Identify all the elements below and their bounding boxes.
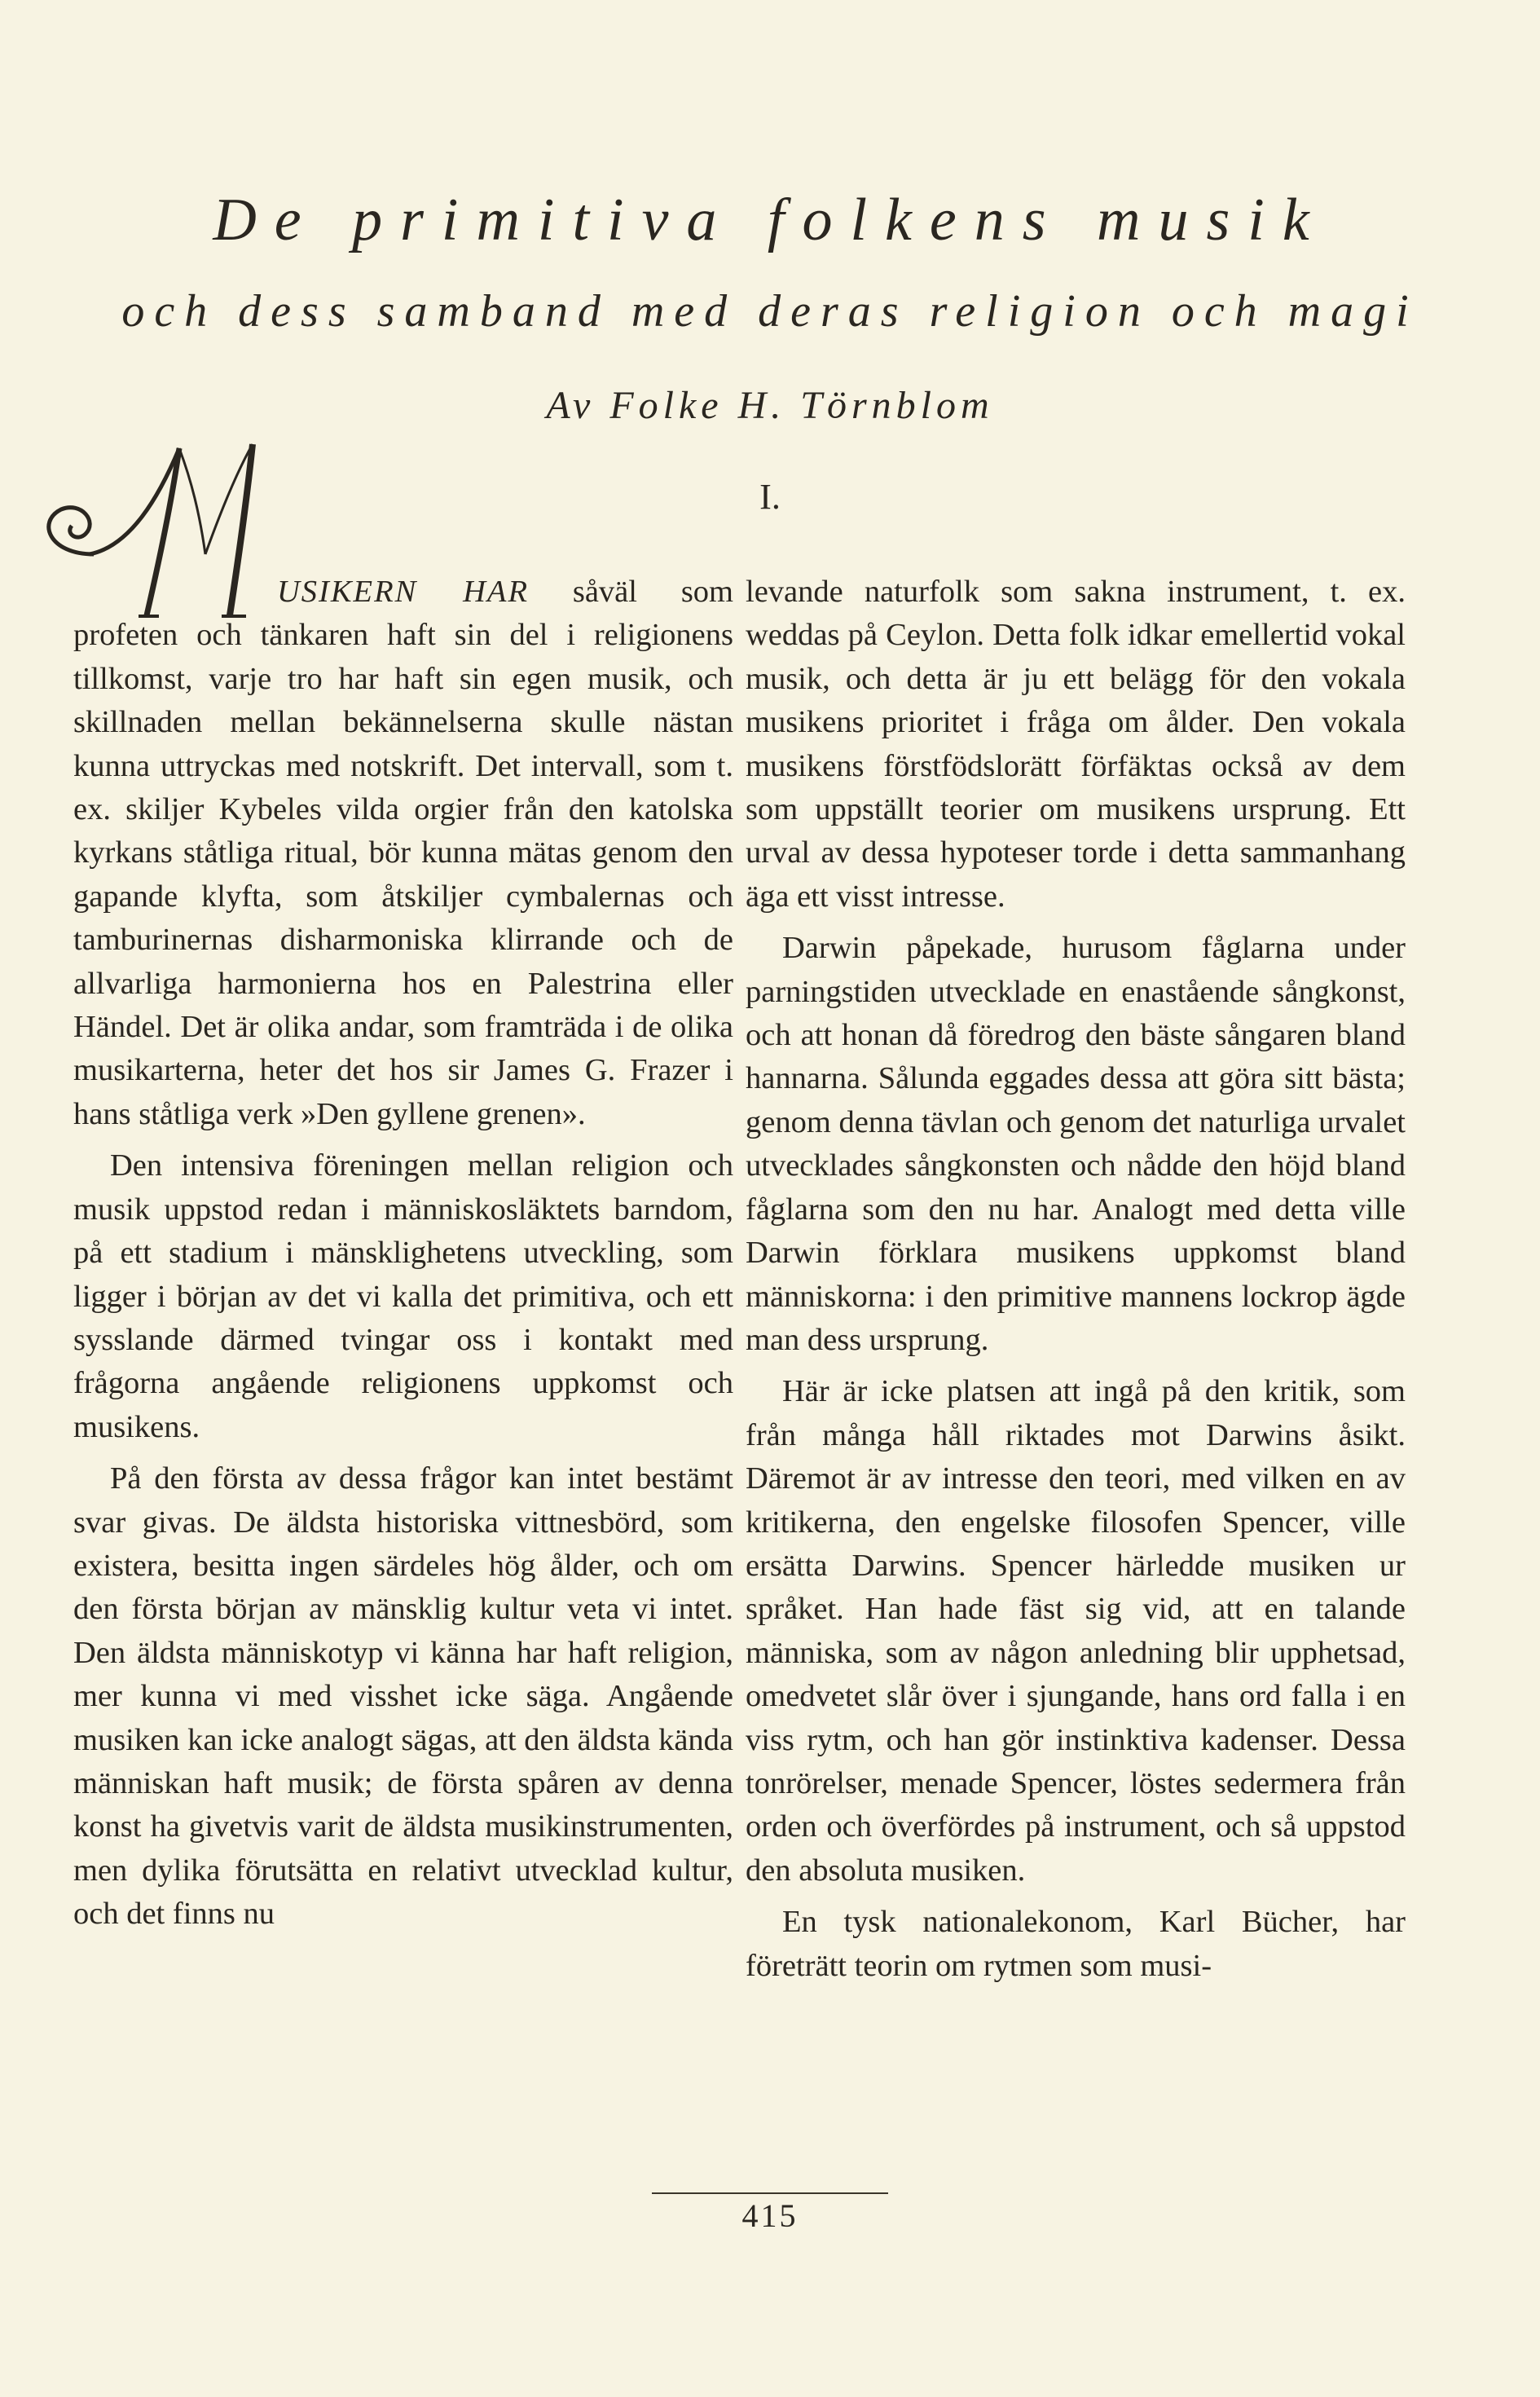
left-paragraph-2: Den intensiva föreningen mellan religion och musik uppstod redan i människosläktets barndom, på ett stadium i mänsklighetens utveckling, som ligger i början av det vi kalla det primitiva, och ett sysslande därmed tvingar oss i kontakt med frågorna angående religionens uppkomst och musikens. [73, 1148, 733, 1444]
section-number: I. [759, 477, 781, 517]
footer-rule [652, 2192, 888, 2194]
dropcap-stroke-3 [179, 448, 205, 554]
right-paragraph-2: Darwin påpekade, hurusom fåglarna under parningstiden utvecklade en enastående sångkonst, och att honan då föredrog den bäste sångaren bland hannarna. Sålunda eggades dessa att göra sitt bästa; genom denna tävlan och genom det naturliga urvalet utvecklades sångkonsten och nådde den höjd bland fåglarna som den nu har. Analogt med detta ville Darwin förklara musikens uppkomst bland människorna: i den primitive mannens lockrop ägde man dess ursprung. [746, 931, 1406, 1357]
dropcap-swirl [49, 508, 94, 554]
article-author: Av Folke H. Törnblom [546, 384, 994, 427]
right-column [746, 571, 1406, 1996]
page-number: 415 [741, 2197, 799, 2234]
dropcap-letter: M [16, 432, 17, 433]
right-paragraph-1: levande naturfolk som sakna instrument, t. ex. weddas på Ceylon. Detta folk idkar emellertid vokal musik, och detta är ju ett belägg för den vokala musikens prioritet i fråga om ålder. Den vokala musikens förstfödslorätt förfäktas också av dem som uppställt teorier om musikens ursprung. Ett urval av dessa hypoteser torde i detta sammanhang äga ett visst intresse. [746, 575, 1406, 914]
left-column [73, 571, 733, 1945]
right-paragraph-4: En tysk nationalekonom, Karl Bücher, har företrätt teorin om rytmen som musi- [746, 1905, 1406, 1983]
left-paragraph-1 [73, 571, 733, 1136]
left-paragraph-1-text: såväl som profeten och tänkaren haft sin del i religionens tillkomst, varje tro har haft sin egen musik, och skillnaden mellan bekännelserna skulle nästan kunna uttryckas med notskrift. Det intervall, som t. ex. skiljer Kybeles vilda orgier från den katolska kyrkans ståtliga ritual, bör kunna mätas genom den gapande klyfta, som åtskiljer cymbalernas och tamburinernas disharmoniska klirrande och de allvarliga harmonierna hos en Palestrina eller Händel. Det är olika andar, som framträda i de olika musikarterna, heter det hos sir James G. Frazer i hans ståtliga verk »Den gyllene grenen». [73, 575, 733, 1131]
article-subtitle: och dess samband med deras religion och magi [121, 286, 1419, 337]
right-paragraph-3: Här är icke platsen att ingå på den kritik, som från många håll riktades mot Darwins åsikt. Däremot är av intresse den teori, med vilken en av kritikerna, den engelske filosofen Spencer, ville ersätta Darwins. Spencer härledde musiken ur språket. Han hade fäst sig vid, att en talande människa, som av någon anledning blir upphetsad, omedvetet slår över i sjungande, hans ord falla i en viss rytm, och han gör instinktiva kadenser. Dessa tonrörelser, menade Spencer, löstes sedermera från orden och överfördes på instrument, och så uppstod den absoluta musiken. [746, 1374, 1406, 1888]
left-paragraph-3: På den första av dessa frågor kan intet bestämt svar givas. De äldsta historiska vittnesbörd, som existera, besitta ingen särdeles hög ålder, och om den första början av mänsklig kultur veta vi intet. Den äldsta människotyp vi känna har haft religion, mer kunna vi med visshet icke säga. Angående musiken kan icke analogt sägas, att den äldsta kända människan haft musik; de första spåren av denna konst ha givetvis varit de äldsta musikinstrumenten, men dylika förutsätta en relativt utvecklad kultur, och det finns nu [73, 1461, 733, 1932]
opening-words: USIKERN HAR [277, 575, 529, 609]
article-title: De primitiva folkens musik [213, 187, 1327, 253]
